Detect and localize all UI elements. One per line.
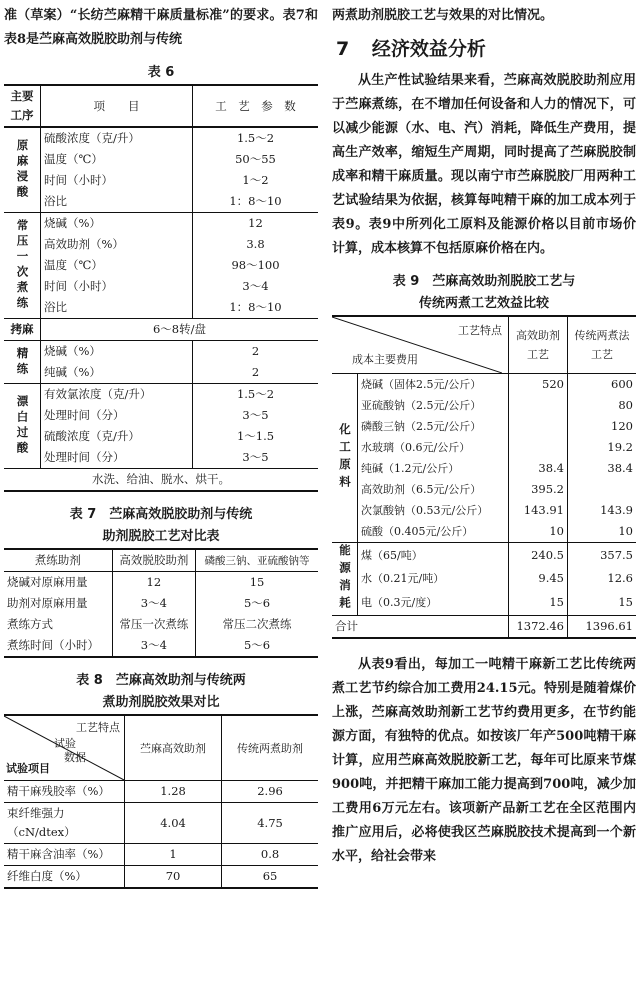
t7-header-2: 磷酸三钠、亚硫酸钠等 <box>204 554 310 567</box>
t9-label: 硫酸（0.405元/公斤） <box>358 521 509 543</box>
t6-footer: 水洗、给油、脱水、烘干。 <box>4 469 318 492</box>
table6-row <box>4 234 318 255</box>
table6-row <box>4 213 318 235</box>
t8-value-a: 1 <box>125 844 222 866</box>
t9-corner-cell <box>332 316 509 374</box>
table9-row <box>332 543 636 568</box>
table8-caption-2: 煮助剂脱胶效果对比 <box>102 695 220 710</box>
t6-value: 50～55 <box>235 152 276 166</box>
t6-item: 6～8转/盘 <box>41 319 319 341</box>
t6-process-label: 原麻浸酸 <box>4 127 41 213</box>
table6-row <box>4 362 318 384</box>
t9-header-a: 高效助剂工艺 <box>509 316 568 374</box>
table6 <box>4 84 318 492</box>
t6-value: 3～5 <box>242 408 269 422</box>
t9-total-b: 1396.61 <box>585 619 633 633</box>
t6-item: 烧碱（%） <box>41 213 193 235</box>
t7-value-b: 5～6 <box>243 596 271 610</box>
t7-value-b: 常压二次煮练 <box>222 617 292 631</box>
t7-value-b: 15 <box>249 575 265 589</box>
t6-header-item: 项 目 <box>41 85 193 127</box>
right-intro-text: 两煮助剂脱胶工艺与效果的对比情况。 <box>332 8 554 23</box>
t6-item: 处理时间（分） <box>41 447 193 469</box>
table6-row <box>4 170 318 191</box>
t7-header-0: 煮练助剂 <box>4 549 112 572</box>
t8-value-b: 0.8 <box>260 847 280 861</box>
t8-corner-top: 工艺特点 <box>76 721 120 734</box>
t8-value-a: 4.04 <box>125 803 222 844</box>
t9-value-b: 357.5 <box>568 543 637 568</box>
t9-value-a <box>509 416 568 437</box>
t9-value-a: 10 <box>509 521 568 543</box>
t9-value-b: 80 <box>618 398 633 412</box>
table8-row <box>4 803 318 844</box>
t7-header-1: 高效脱胶助剂 <box>112 549 195 572</box>
table6-row <box>4 341 318 363</box>
t8-value-b: 2.96 <box>257 784 283 798</box>
table9-row <box>332 416 636 437</box>
t6-item: 浴比 <box>41 297 193 319</box>
t6-item: 温度（℃） <box>41 149 193 170</box>
table9-row <box>332 395 636 416</box>
t6-header-process: 主要工序 <box>4 85 41 127</box>
table9-row <box>332 374 636 396</box>
t8-value-b: 65 <box>262 869 278 883</box>
t9-label: 烧碱（固体2.5元/公斤） <box>358 374 509 396</box>
t7-value-a: 12 <box>112 572 195 594</box>
t8-header-a: 苎麻高效助剂 <box>125 715 222 781</box>
t8-label: 精干麻残胶率（%） <box>4 781 125 803</box>
t7-value-a: 3～4 <box>112 635 195 657</box>
t8-corner-diagonal <box>4 716 124 780</box>
table6-row <box>4 255 318 276</box>
t6-process-label: 常压一次煮练 <box>4 213 41 319</box>
t6-value: 1～1.5 <box>236 429 275 443</box>
table9-caption-2: 传统两煮工艺效益比较 <box>418 296 549 311</box>
table8-caption-1: 表 8 苎麻高效助剂与传统两 <box>76 673 246 688</box>
t9-value-a: 143.91 <box>509 500 568 521</box>
table6-row <box>4 405 318 426</box>
t9-label: 纯碱（1.2元/公斤） <box>358 458 509 479</box>
t8-corner-mid2: 数据 <box>64 751 86 764</box>
t9-value-a: 38.4 <box>509 458 568 479</box>
t6-value: 2 <box>193 341 319 363</box>
t9-value-a: 15 <box>509 591 568 616</box>
t6-value: 3～5 <box>242 450 269 464</box>
t6-process-label: 漂白过酸 <box>4 384 41 469</box>
t9-value-a <box>509 437 568 458</box>
t6-process-label: 精练 <box>4 341 41 384</box>
t9-label: 电（0.3元/度） <box>358 591 509 616</box>
t9-value-b: 15 <box>618 595 633 610</box>
left-intro-text: 准（草案）“长纺苎麻精干麻质量标准”的要求。表7和表8是苎麻高效脱胶助剂与传统 <box>4 8 318 47</box>
t9-header-b: 传统两煮法工艺 <box>574 329 630 361</box>
t6-item: 浴比 <box>41 191 193 213</box>
t9-corner-top: 工艺特点 <box>458 324 502 337</box>
t9-total-label: 合计 <box>332 616 509 639</box>
t8-corner-cell <box>4 715 125 781</box>
table7-row <box>4 614 318 635</box>
t7-label: 煮练时间（小时） <box>4 635 112 657</box>
section-number: 7 <box>336 38 350 60</box>
section-title: 经济效益分析 <box>371 38 486 60</box>
table6-row <box>4 319 318 341</box>
t6-header-value: 工 艺 参 数 <box>215 98 296 113</box>
t6-value: 1.5～2 <box>193 127 319 149</box>
table9-row <box>332 479 636 500</box>
t6-value: 12 <box>193 213 319 235</box>
table6-row <box>4 191 318 213</box>
table7-caption-2: 助剂脱胶工艺对比表 <box>102 529 220 544</box>
t9-value-b <box>568 479 637 500</box>
t6-value: 1：8～10 <box>229 300 282 314</box>
t9-value-b: 10 <box>618 524 633 538</box>
table9-row <box>332 437 636 458</box>
table8 <box>4 714 318 889</box>
t6-value: 2 <box>251 365 260 379</box>
table8-row <box>4 844 318 866</box>
table6-row <box>4 384 318 406</box>
t8-label: 纤维白度（%） <box>4 866 125 889</box>
t6-item: 处理时间（分） <box>41 405 193 426</box>
t6-value: 1：8～10 <box>229 194 282 208</box>
table6-row <box>4 447 318 469</box>
t6-item: 有效氯浓度（克/升） <box>41 384 193 406</box>
t6-value: 3～4 <box>242 279 269 293</box>
t9-value-a: 395.2 <box>509 479 568 500</box>
table7-row <box>4 635 318 657</box>
table6-row <box>4 149 318 170</box>
right-column <box>332 4 636 869</box>
table8-row <box>4 781 318 803</box>
t8-corner-bottom: 试验项目 <box>6 762 50 775</box>
t8-value-a: 1.28 <box>125 781 222 803</box>
t6-item: 温度（℃） <box>41 255 193 276</box>
table9 <box>332 315 636 639</box>
table6-row <box>4 127 318 149</box>
table7-row <box>4 572 318 594</box>
t7-label: 煮练方式 <box>4 614 112 635</box>
t6-value: 3.8 <box>246 237 265 251</box>
t9-label: 水（0.21元/吨） <box>358 567 509 591</box>
section-body: 从生产性试验结果来看，苎麻高效脱胶助剂应用于苎麻煮练，在不增加任何设备和人力的情况下，可以减少能源（水、电、汽）消耗，降低生产费用，提高生产效率，缩短生产周期，同时提高了苎麻脱胶制成率和精干麻质量。现以南宁市苎麻脱胶厂用两种工艺试验结果为依据，核算每吨精干麻的加工成本列于表9。表9中所列化工原料及能源价格以目前市场价计算，成本核算不包括原麻价格在内。 <box>332 73 636 256</box>
table6-caption: 表 6 <box>147 65 175 80</box>
t6-item: 高效助剂（%） <box>41 234 193 255</box>
t6-value: 1.5～2 <box>193 384 319 406</box>
table6-row <box>4 276 318 297</box>
t6-item: 时间（小时） <box>41 276 193 297</box>
t9-value-a: 520 <box>509 374 568 396</box>
t7-label: 烧碱对原麻用量 <box>4 572 112 594</box>
table7-row <box>4 593 318 614</box>
t8-label: 精干麻含油率（%） <box>4 844 125 866</box>
section-heading <box>336 34 636 61</box>
closing-text: 从表9看出，每加工一吨精干麻新工艺比传统两煮工艺节约综合加工费用24.15元。特别是随着煤价上涨，苎麻高效助剂新工艺节约费用更多，在节约能源方面，有独特的优点。如按该厂年产500吨精干麻计算，应用苎麻高效脱胶新工艺，每年可比原来节煤900吨，并把精干麻加工能力提高到700吨，减少加工费用6万元左右。该项新产品新工艺在全区范围内推广应用后，必将使我区苎麻脱胶技术提高到一个新水平，给社会带来 <box>332 657 636 864</box>
t9-value-b: 600 <box>611 377 633 391</box>
t7-label: 助剂对原麻用量 <box>4 593 112 614</box>
table6-footer-row <box>4 469 318 492</box>
t7-value-a: 常压一次煮练 <box>112 614 195 635</box>
t9-value-a: 240.5 <box>509 543 568 568</box>
table9-row <box>332 521 636 543</box>
t6-item: 纯碱（%） <box>41 362 193 384</box>
table6-row <box>4 426 318 447</box>
table8-row <box>4 866 318 889</box>
t9-value-b: 143.9 <box>600 503 633 517</box>
t9-label: 水玻璃（0.6元/公斤） <box>358 437 509 458</box>
t7-value-a: 3～4 <box>112 593 195 614</box>
t9-corner-bottom: 成本主要费用 <box>352 353 418 366</box>
t9-value-b: 19.2 <box>607 440 633 454</box>
t6-value: 98～100 <box>231 258 280 272</box>
t9-group-label: 能源消耗 <box>332 543 358 616</box>
t6-item: 烧碱（%） <box>41 341 193 363</box>
table7 <box>4 548 318 658</box>
t9-total-a: 1372.46 <box>509 616 568 639</box>
t9-corner-diagonal <box>332 317 508 373</box>
table7-caption-1: 表 7 苎麻高效脱胶助剂与传统 <box>69 507 253 522</box>
t9-value-b: 38.4 <box>607 461 633 475</box>
table9-caption-1: 表 9 苎麻高效助剂脱胶工艺与 <box>392 274 576 289</box>
t9-label: 煤（65/吨） <box>358 543 509 568</box>
t9-value-a <box>509 395 568 416</box>
table9-row <box>332 567 636 591</box>
left-column <box>4 4 318 889</box>
t8-corner-mid: 试验 <box>54 737 76 750</box>
t7-value-b: 5～6 <box>243 638 271 652</box>
t8-value-a: 70 <box>125 866 222 889</box>
t9-label: 高效助剂（6.5元/公斤） <box>358 479 509 500</box>
t9-group-label: 化工原料 <box>332 374 358 543</box>
t9-label: 次氯酸钠（0.53元/公斤） <box>358 500 509 521</box>
t9-value-a: 9.45 <box>509 567 568 591</box>
t9-value-b: 12.6 <box>607 571 633 586</box>
table6-row <box>4 297 318 319</box>
table9-row <box>332 458 636 479</box>
t6-value: 1～2 <box>242 173 269 187</box>
t6-item: 时间（小时） <box>41 170 193 191</box>
t6-item: 硫酸浓度（克/升） <box>41 426 193 447</box>
t9-label: 亚硫酸钠（2.5元/公斤） <box>358 395 509 416</box>
t9-label: 磷酸三钠（2.5元/公斤） <box>358 416 509 437</box>
t6-process-label: 拷麻 <box>4 319 41 341</box>
t8-value-b: 4.75 <box>257 815 283 830</box>
t8-header-b: 传统两煮助剂 <box>237 741 304 755</box>
table9-row <box>332 500 636 521</box>
t9-value-b: 120 <box>611 419 633 433</box>
t8-label: 束纤维强力（cN/dtex） <box>4 803 125 844</box>
t6-item: 硫酸浓度（克/升） <box>41 127 193 149</box>
table9-row <box>332 591 636 616</box>
